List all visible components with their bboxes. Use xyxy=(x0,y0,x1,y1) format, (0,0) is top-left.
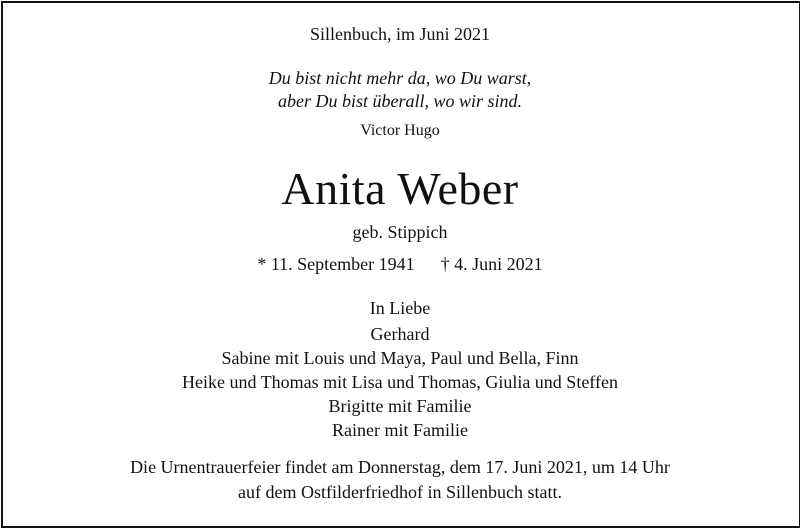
birth-date: * 11. September 1941 xyxy=(257,254,415,274)
family-member: Heike und Thomas mit Lisa und Thomas, Giulia und Steffen xyxy=(182,372,618,392)
ceremony-line-1: Die Urnentrauerfeier findet am Donnerstag, dem 17. Juni 2021, um 14 Uhr xyxy=(130,457,670,477)
quote-line-1: Du bist nicht mehr da, wo Du warst, xyxy=(268,68,532,88)
death-date: † 4. Juni 2021 xyxy=(440,254,543,274)
quote-line-2: aber Du bist überall, wo wir sind. xyxy=(277,91,523,111)
ceremony-line-2: auf dem Ostfilderfriedhof in Sillenbuch statt. xyxy=(238,482,562,502)
quote-author: Victor Hugo xyxy=(360,122,440,139)
family-member: Rainer mit Familie xyxy=(332,420,468,440)
life-dates xyxy=(0,254,800,275)
maiden-name: geb. Stippich xyxy=(352,222,448,242)
family-member: Brigitte mit Familie xyxy=(328,396,472,416)
place-date: Sillenbuch, im Juni 2021 xyxy=(310,24,490,44)
love-intro: In Liebe xyxy=(369,298,431,318)
family-member: Sabine mit Louis und Maya, Paul und Bella, Finn xyxy=(221,348,579,368)
family-member: Gerhard xyxy=(370,324,430,344)
deceased-name: Anita Weber xyxy=(281,163,519,214)
